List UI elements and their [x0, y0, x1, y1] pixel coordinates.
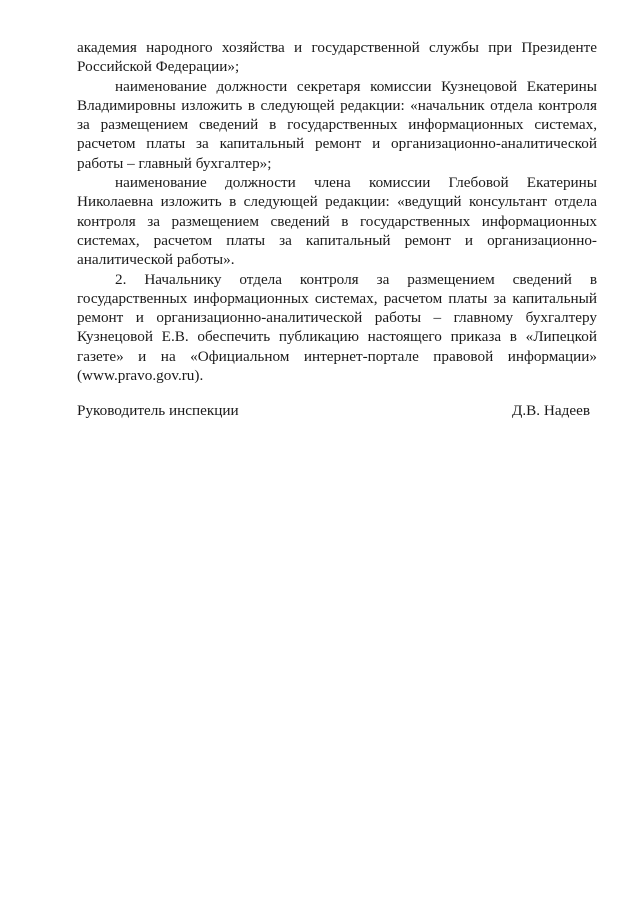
document-body	[77, 38, 597, 385]
signatory-name: Д.В. Надеев	[512, 402, 590, 419]
paragraph-member-title: наименование должности члена комиссии Глебовой Екатерины Николаевна изложить в следующей редакции: «ведущий консультант отдела контроля за размещением сведений в государственных информационных системах, расчетом платы за капитальный ремонт и организационно-аналитической работы».	[77, 174, 597, 269]
paragraph-publication-order: 2. Начальнику отдела контроля за размещением сведений в государственных информационных системах, расчетом платы за капитальный ремонт и организационно-аналитической работы – главному бухгалтеру Кузнецовой Е.В. обеспечить публикацию настоящего приказа в «Липецкой газете» и на «Официальном интернет-портале правовой информации» (www.pravo.gov.ru).	[77, 270, 597, 385]
paragraph-continuation: академия народного хозяйства и государственной службы при Президенте Российской Федерации»;	[77, 39, 597, 76]
paragraph-secretary-title: наименование должности секретаря комиссии Кузнецовой Екатерины Владимировны изложить в следующей редакции: «начальник отдела контроля за размещением сведений в государственных информационных системах, расчетом платы за капитальный ремонт и организационно-аналитической работы – главный бухгалтер»;	[77, 77, 597, 172]
signatory-title: Руководитель инспекции	[77, 402, 239, 419]
